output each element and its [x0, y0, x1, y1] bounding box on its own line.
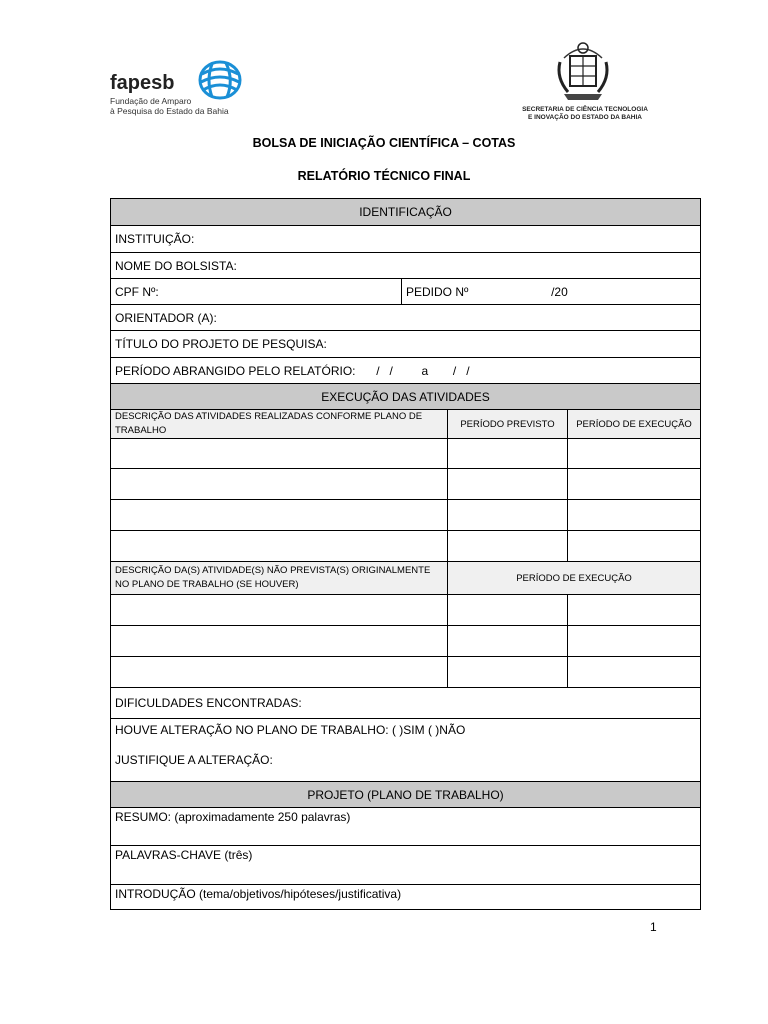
fapesb-subtitle-line2: à Pesquisa do Estado da Bahia: [110, 106, 229, 116]
periodo-to: / /: [452, 363, 470, 378]
field-periodo[interactable]: [111, 358, 701, 384]
field-introducao[interactable]: INTRODUÇÃO (tema/objetivos/hipóteses/justificativa): [111, 885, 701, 910]
field-cpf[interactable]: CPF Nº:: [111, 279, 402, 305]
secretaria-line1: SECRETARIA DE CIÊNCIA TECNOLOGIA: [522, 106, 648, 113]
secretaria-name: [510, 106, 660, 121]
document-title: BOLSA DE INICIAÇÃO CIENTÍFICA – COTAS: [252, 136, 516, 150]
field-instituicao[interactable]: INSTITUIÇÃO:: [111, 226, 701, 253]
cell-execucao-a[interactable]: [448, 626, 568, 657]
cell-atividade-nao-prevista[interactable]: [111, 626, 448, 657]
field-resumo[interactable]: RESUMO: (aproximadamente 250 palavras): [111, 808, 701, 846]
report-form: [110, 198, 700, 910]
col-header-periodo-execucao-2: PERÍODO DE EXECUÇÃO: [448, 562, 701, 595]
cell-execucao-b[interactable]: [568, 626, 701, 657]
cell-execucao[interactable]: [568, 500, 701, 531]
report-form-table: [110, 198, 701, 910]
page-number: 1: [650, 920, 657, 934]
field-palavras-chave[interactable]: PALAVRAS-CHAVE (três): [111, 846, 701, 885]
cell-previsto[interactable]: [448, 500, 568, 531]
fapesb-logo: [110, 60, 260, 120]
cell-atividade-nao-prevista[interactable]: [111, 595, 448, 626]
section-header-projeto: PROJETO (PLANO DE TRABALHO): [111, 782, 701, 808]
fapesb-subtitle-line1: Fundação de Amparo: [110, 96, 192, 106]
periodo-a: a: [421, 363, 429, 378]
secretaria-line2: E INOVAÇÃO DO ESTADO DA BAHIA: [528, 113, 642, 121]
cell-execucao-b[interactable]: [568, 595, 701, 626]
fapesb-wordmark: fapesb: [110, 72, 175, 94]
col-header-periodo-execucao: PERÍODO DE EXECUÇÃO: [568, 410, 701, 439]
field-alteracao[interactable]: [111, 719, 701, 782]
field-nome-bolsista[interactable]: NOME DO BOLSISTA:: [111, 253, 701, 279]
cell-execucao[interactable]: [568, 439, 701, 469]
section-header-execucao: EXECUÇÃO DAS ATIVIDADES: [111, 384, 701, 410]
col-header-periodo-previsto: PERÍODO PREVISTO: [448, 410, 568, 439]
cell-execucao[interactable]: [568, 469, 701, 500]
field-dificuldades[interactable]: DIFICULDADES ENCONTRADAS:: [111, 688, 701, 719]
table-row: [111, 626, 701, 657]
fapesb-subtitle: [110, 96, 229, 116]
pedido-year: /20: [551, 284, 568, 299]
periodo-label: PERÍODO ABRANGIDO PELO RELATÓRIO:: [115, 363, 356, 378]
coat-of-arms-icon: [550, 38, 616, 104]
cell-execucao-a[interactable]: [448, 595, 568, 626]
table-row: [111, 500, 701, 531]
alteracao-question: HOUVE ALTERAÇÃO NO PLANO DE TRABALHO: ( )SIM ( )NÃO: [115, 723, 466, 737]
cell-execucao-b[interactable]: [568, 657, 701, 688]
section-header-identificacao: IDENTIFICAÇÃO: [111, 199, 701, 226]
col-header-nao-previstas: DESCRIÇÃO DA(S) ATIVIDADE(S) NÃO PREVISTA(S) ORIGINALMENTE NO PLANO DE TRABALHO (SE HOUVER): [111, 562, 448, 595]
table-row: [111, 469, 701, 500]
document-subtitle: RELATÓRIO TÉCNICO FINAL: [297, 169, 471, 183]
cell-atividade[interactable]: [111, 531, 448, 562]
field-orientador[interactable]: ORIENTADOR (A):: [111, 305, 701, 331]
cell-atividade-nao-prevista[interactable]: [111, 657, 448, 688]
pedido-label: PEDIDO Nº: [406, 284, 469, 299]
col-header-descricao-atividades: DESCRIÇÃO DAS ATIVIDADES REALIZADAS CONFORME PLANO DE TRABALHO: [111, 410, 448, 439]
table-row: [111, 595, 701, 626]
table-row: [111, 439, 701, 469]
periodo-from: / /: [376, 363, 393, 378]
justifique-label: JUSTIFIQUE A ALTERAÇÃO:: [115, 753, 273, 767]
cell-previsto[interactable]: [448, 531, 568, 562]
state-coat-of-arms-logo: [510, 38, 660, 124]
field-pedido[interactable]: [402, 279, 701, 305]
cell-previsto[interactable]: [448, 469, 568, 500]
table-row: [111, 531, 701, 562]
cell-execucao-a[interactable]: [448, 657, 568, 688]
table-row: [111, 657, 701, 688]
cell-previsto[interactable]: [448, 439, 568, 469]
cell-atividade[interactable]: [111, 500, 448, 531]
field-titulo-projeto[interactable]: TÍTULO DO PROJETO DE PESQUISA:: [111, 331, 701, 358]
cell-execucao[interactable]: [568, 531, 701, 562]
fapesb-globe-icon: [194, 60, 242, 100]
cell-atividade[interactable]: [111, 439, 448, 469]
cell-atividade[interactable]: [111, 469, 448, 500]
